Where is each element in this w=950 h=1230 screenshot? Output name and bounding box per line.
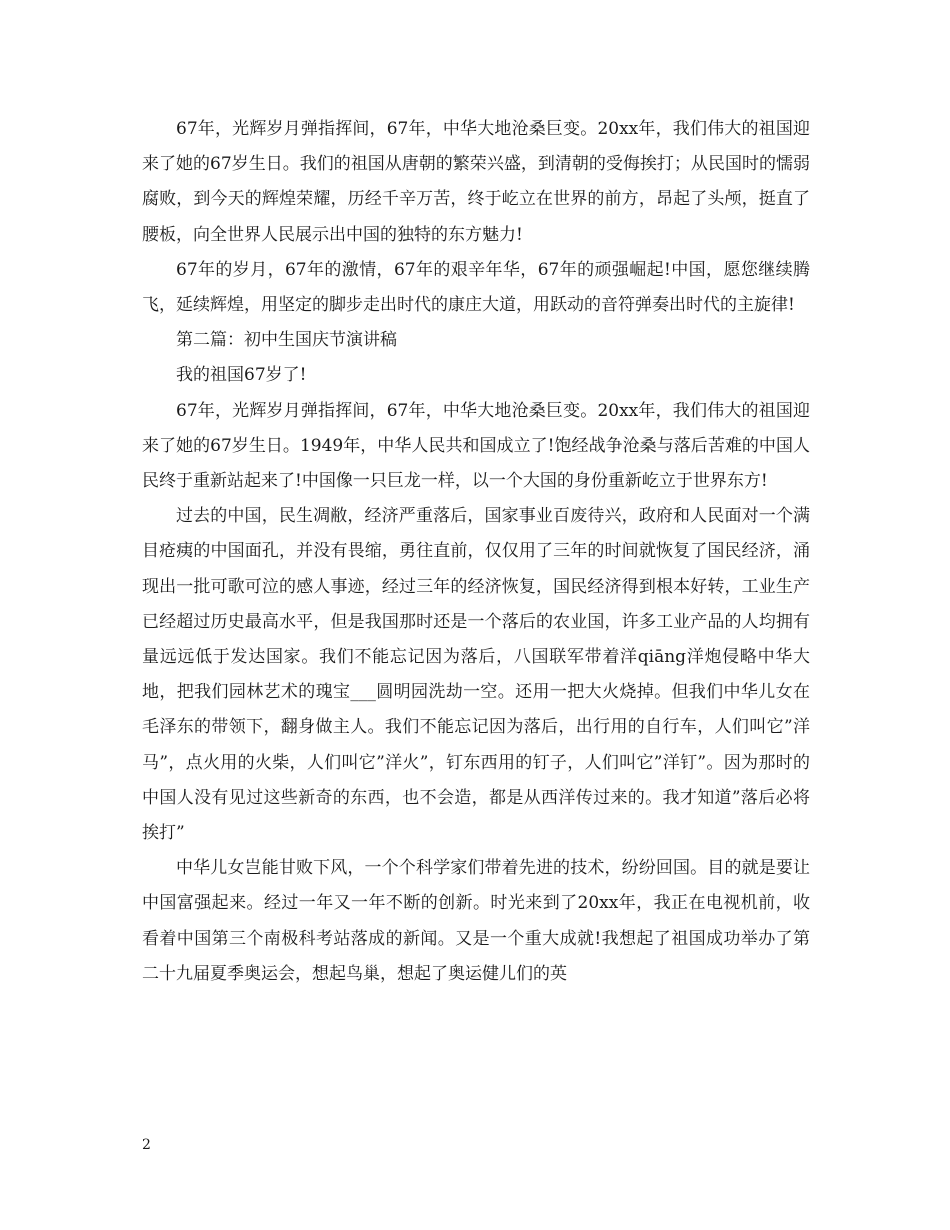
paragraph-1: 67年，光辉岁月弹指挥间，67年，中华大地沧桑巨变。20xx年，我们伟大的祖国迎来了她的67岁生日。我们的祖国从唐朝的繁荣兴盛，到清朝的受侮挨打；从民国时的懦弱腐败，到今天的辉煌荣耀，历经千辛万苦，终于屹立在世界的前方，昂起了头颅，挺直了腰板，向全世界人民展示出中国的独特的东方魅力! xyxy=(142,119,810,245)
paragraph-5: 中华儿女岂能甘败下风，一个个科学家们带着先进的技术，纷纷回国。目的就是要让中国富强起来。经过一年又一年不断的创新。时光来到了20xx年，我正在电视机前，收看着中国第三个南极科考站落成的新闻。又是一个重大成就!我想起了祖国成功举办了第二十九届夏季奥运会，想起鸟巢，想起了奥运健儿们的英 xyxy=(142,858,810,984)
page-number: 2 xyxy=(142,1137,151,1153)
paragraph-4: 过去的中国，民生凋敝，经济严重落后，国家事业百废待兴，政府和人民面对一个满目疮痍的中国面孔，并没有畏缩，勇往直前，仅仅用了三年的时间就恢复了国民经济，涌现出一批可歌可泣的感人事迹，经过三年的经济恢复，国民经济得到根本好转，工业生产已经超过历史最高水平，但是我国那时还是一个落后的农业国，许多工业产品的人均拥有量远远低于发达国家。我们不能忘记因为落后，八国联军带着洋qiāng洋炮侵略中华大地，把我们园林艺术的瑰宝___圆明园洗劫一空。还用一把大火烧掉。但我们中华儿女在毛泽东的带领下，翻身做主人。我们不能忘记因为落后，出行用的自行车，人们叫它”洋马”，点火用的火柴，人们叫它”洋火”，钉东西用的钉子，人们叫它”洋钉”。因为那时的中国人没有见过这些新奇的东西，也不会造，都是从西洋传过来的。我才知道”落后必将挨打” xyxy=(142,506,810,844)
paragraph-3: 67年，光辉岁月弹指挥间，67年，中华大地沧桑巨变。20xx年，我们伟大的祖国迎来了她的67岁生日。1949年，中华人民共和国成立了!饱经战争沧桑与落后苦难的中国人民终于重新站起来了!中国像一只巨龙一样，以一个大国的身份重新屹立于世界东方! xyxy=(142,400,810,492)
document-body xyxy=(142,112,810,992)
speech-title: 我的祖国67岁了! xyxy=(176,365,307,386)
section-heading: 第二篇：初中生国庆节演讲稿 xyxy=(176,330,397,351)
paragraph-2: 67年的岁月，67年的激情，67年的艰辛年华，67年的顽强崛起!中国，愿您继续腾飞，延续辉煌，用坚定的脚步走出时代的康庄大道，用跃动的音符弹奏出时代的主旋律! xyxy=(142,259,810,316)
